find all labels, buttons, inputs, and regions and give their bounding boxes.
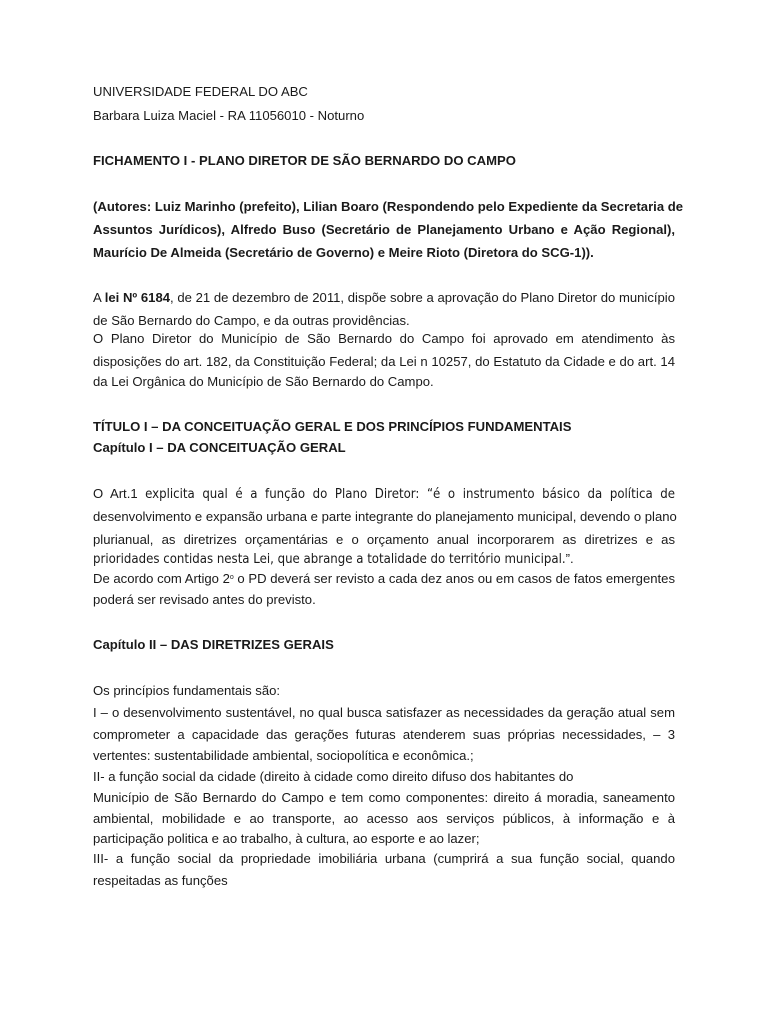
authors-line-2: Assuntos Jurídicos), Alfredo Buso (Secretário de Planejamento Urbano e Ação Regional), <box>93 222 675 237</box>
principios-line-6: ambiental, mobilidade e ao transporte, ao acesso aos serviços públicos, à informação e à <box>93 811 675 826</box>
intro-line-1 <box>93 290 675 306</box>
principios-line-9: respeitadas as funções <box>93 873 228 888</box>
capitulo-2-heading: Capítulo II – DAS DIRETRIZES GERAIS <box>93 637 334 652</box>
ordinal-superscript: o <box>229 574 234 581</box>
intro-text-a: A <box>93 290 105 305</box>
art1-close-quote: ”. <box>565 551 574 566</box>
principios-line-1: I – o desenvolvimento sustentável, no qual busca satisfazer as necessidades da geração atual sem <box>93 705 675 720</box>
art1-quote-start: explicita qual é a função do Plano Diretor: “é o instrumento básico da política de <box>145 487 675 502</box>
art1-line-2: desenvolvimento e expansão urbana e parte integrante do planejamento municipal, devendo o plano <box>93 509 677 524</box>
art1-lead: O Art.1 <box>93 486 146 501</box>
art2-text: o PD deverá ser revisto a cada dez anos ou em casos de fatos emergentes <box>233 571 675 586</box>
capitulo-1-heading: Capítulo I – DA CONCEITUAÇÃO GERAL <box>93 440 346 455</box>
principios-line-2: comprometer a capacidade das gerações futuras atenderem suas próprias necessidades, – 3 <box>93 727 675 742</box>
intro-line-5: da Lei Orgânica do Município de São Bernardo do Campo. <box>93 374 434 389</box>
principios-line-5: Município de São Bernardo do Campo e tem como componentes: direito á moradia, saneamento <box>93 790 675 805</box>
titulo-1-heading: TÍTULO I – DA CONCEITUAÇÃO GERAL E DOS PRINCÍPIOS FUNDAMENTAIS <box>93 419 572 434</box>
art1-quote-end: prioridades contidas nesta Lei, que abrange a totalidade do território municipal. <box>93 552 566 567</box>
law-number: lei Nº 6184 <box>104 290 171 305</box>
intro-line-4: disposições do art. 182, da Constituição Federal; da Lei n 10257, do Estatuto da Cidade e do art. 14 <box>93 354 675 369</box>
art1-line-1 <box>93 486 675 503</box>
art2-line-1 <box>93 570 675 587</box>
principios-line-7: participação politica e ao trabalho, à cultura, ao esporte e ao lazer; <box>93 831 480 846</box>
intro-text-b: , de 21 de dezembro de 2011, dispõe sobre a aprovação do Plano Diretor do município <box>170 290 675 305</box>
intro-line-3: O Plano Diretor do Município de São Bernardo do Campo foi aprovado em atendimento às <box>93 331 675 346</box>
principios-line-4: II- a função social da cidade (direito à cidade como direito difuso dos habitantes do <box>93 769 574 784</box>
art1-line-3: plurianual, as diretrizes orçamentárias e o orçamento anual incorporarem as diretrizes e as <box>93 532 675 547</box>
principios-intro: Os princípios fundamentais são: <box>93 683 281 698</box>
principios-line-8: III- a função social da propriedade imobiliária urbana (cumprirá a sua função social, quando <box>93 851 675 866</box>
principios-line-3: vertentes: sustentabilidade ambiental, sociopolítica e econômica.; <box>93 748 474 763</box>
intro-line-2: de São Bernardo do Campo, e da outras providências. <box>93 313 410 328</box>
university-name: UNIVERSIDADE FEDERAL DO ABC <box>93 84 308 99</box>
document-title: FICHAMENTO I - PLANO DIRETOR DE SÃO BERNARDO DO CAMPO <box>93 153 516 168</box>
art1-line-4 <box>93 551 675 568</box>
authors-line-3: Maurício De Almeida (Secretário de Governo) e Meire Rioto (Diretora do SCG-1)). <box>93 245 594 260</box>
art2-line-2: poderá ser revisado antes do previsto. <box>93 592 316 607</box>
art2-lead: De acordo com Artigo 2 <box>93 571 230 586</box>
authors-line-1: (Autores: Luiz Marinho (prefeito), Lilian Boaro (Respondendo pelo Expediente da Secretaria de <box>93 199 684 214</box>
student-info: Barbara Luiza Maciel - RA 11056010 - Noturno <box>93 108 365 123</box>
